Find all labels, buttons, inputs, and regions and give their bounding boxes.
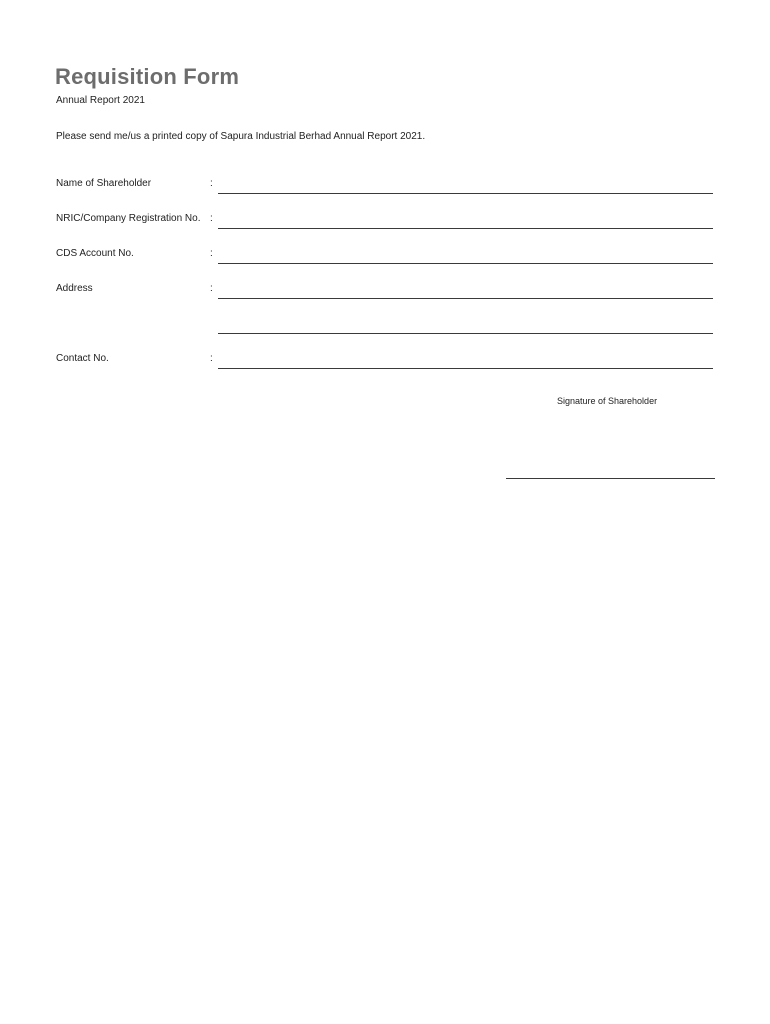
registration-number-separator: : bbox=[210, 213, 213, 224]
address-field[interactable] bbox=[218, 283, 713, 334]
address-separator: : bbox=[210, 283, 213, 294]
registration-number-field[interactable] bbox=[218, 228, 713, 229]
cds-account-separator: : bbox=[210, 248, 213, 259]
intro-text: Please send me/us a printed copy of Sapura Industrial Berhad Annual Report 2021. bbox=[56, 131, 426, 142]
cds-account-label: CDS Account No. bbox=[56, 248, 134, 259]
contact-number-separator: : bbox=[210, 353, 213, 364]
shareholder-name-label: Name of Shareholder bbox=[56, 178, 152, 189]
shareholder-name-separator: : bbox=[210, 178, 213, 189]
contact-number-label: Contact No. bbox=[56, 353, 109, 364]
signature-label: Signature of Shareholder bbox=[557, 396, 658, 406]
address-label: Address bbox=[56, 283, 93, 294]
form-subtitle: Annual Report 2021 bbox=[56, 95, 145, 106]
cds-account-field[interactable] bbox=[218, 263, 713, 264]
address-line-2 bbox=[218, 333, 713, 334]
registration-number-label: NRIC/Company Registration No. bbox=[56, 213, 201, 224]
signature-field[interactable] bbox=[506, 478, 715, 479]
form-title: Requisition Form bbox=[55, 64, 240, 89]
address-line-1 bbox=[218, 298, 713, 299]
shareholder-name-field[interactable] bbox=[218, 193, 713, 194]
contact-number-field[interactable] bbox=[218, 368, 713, 369]
